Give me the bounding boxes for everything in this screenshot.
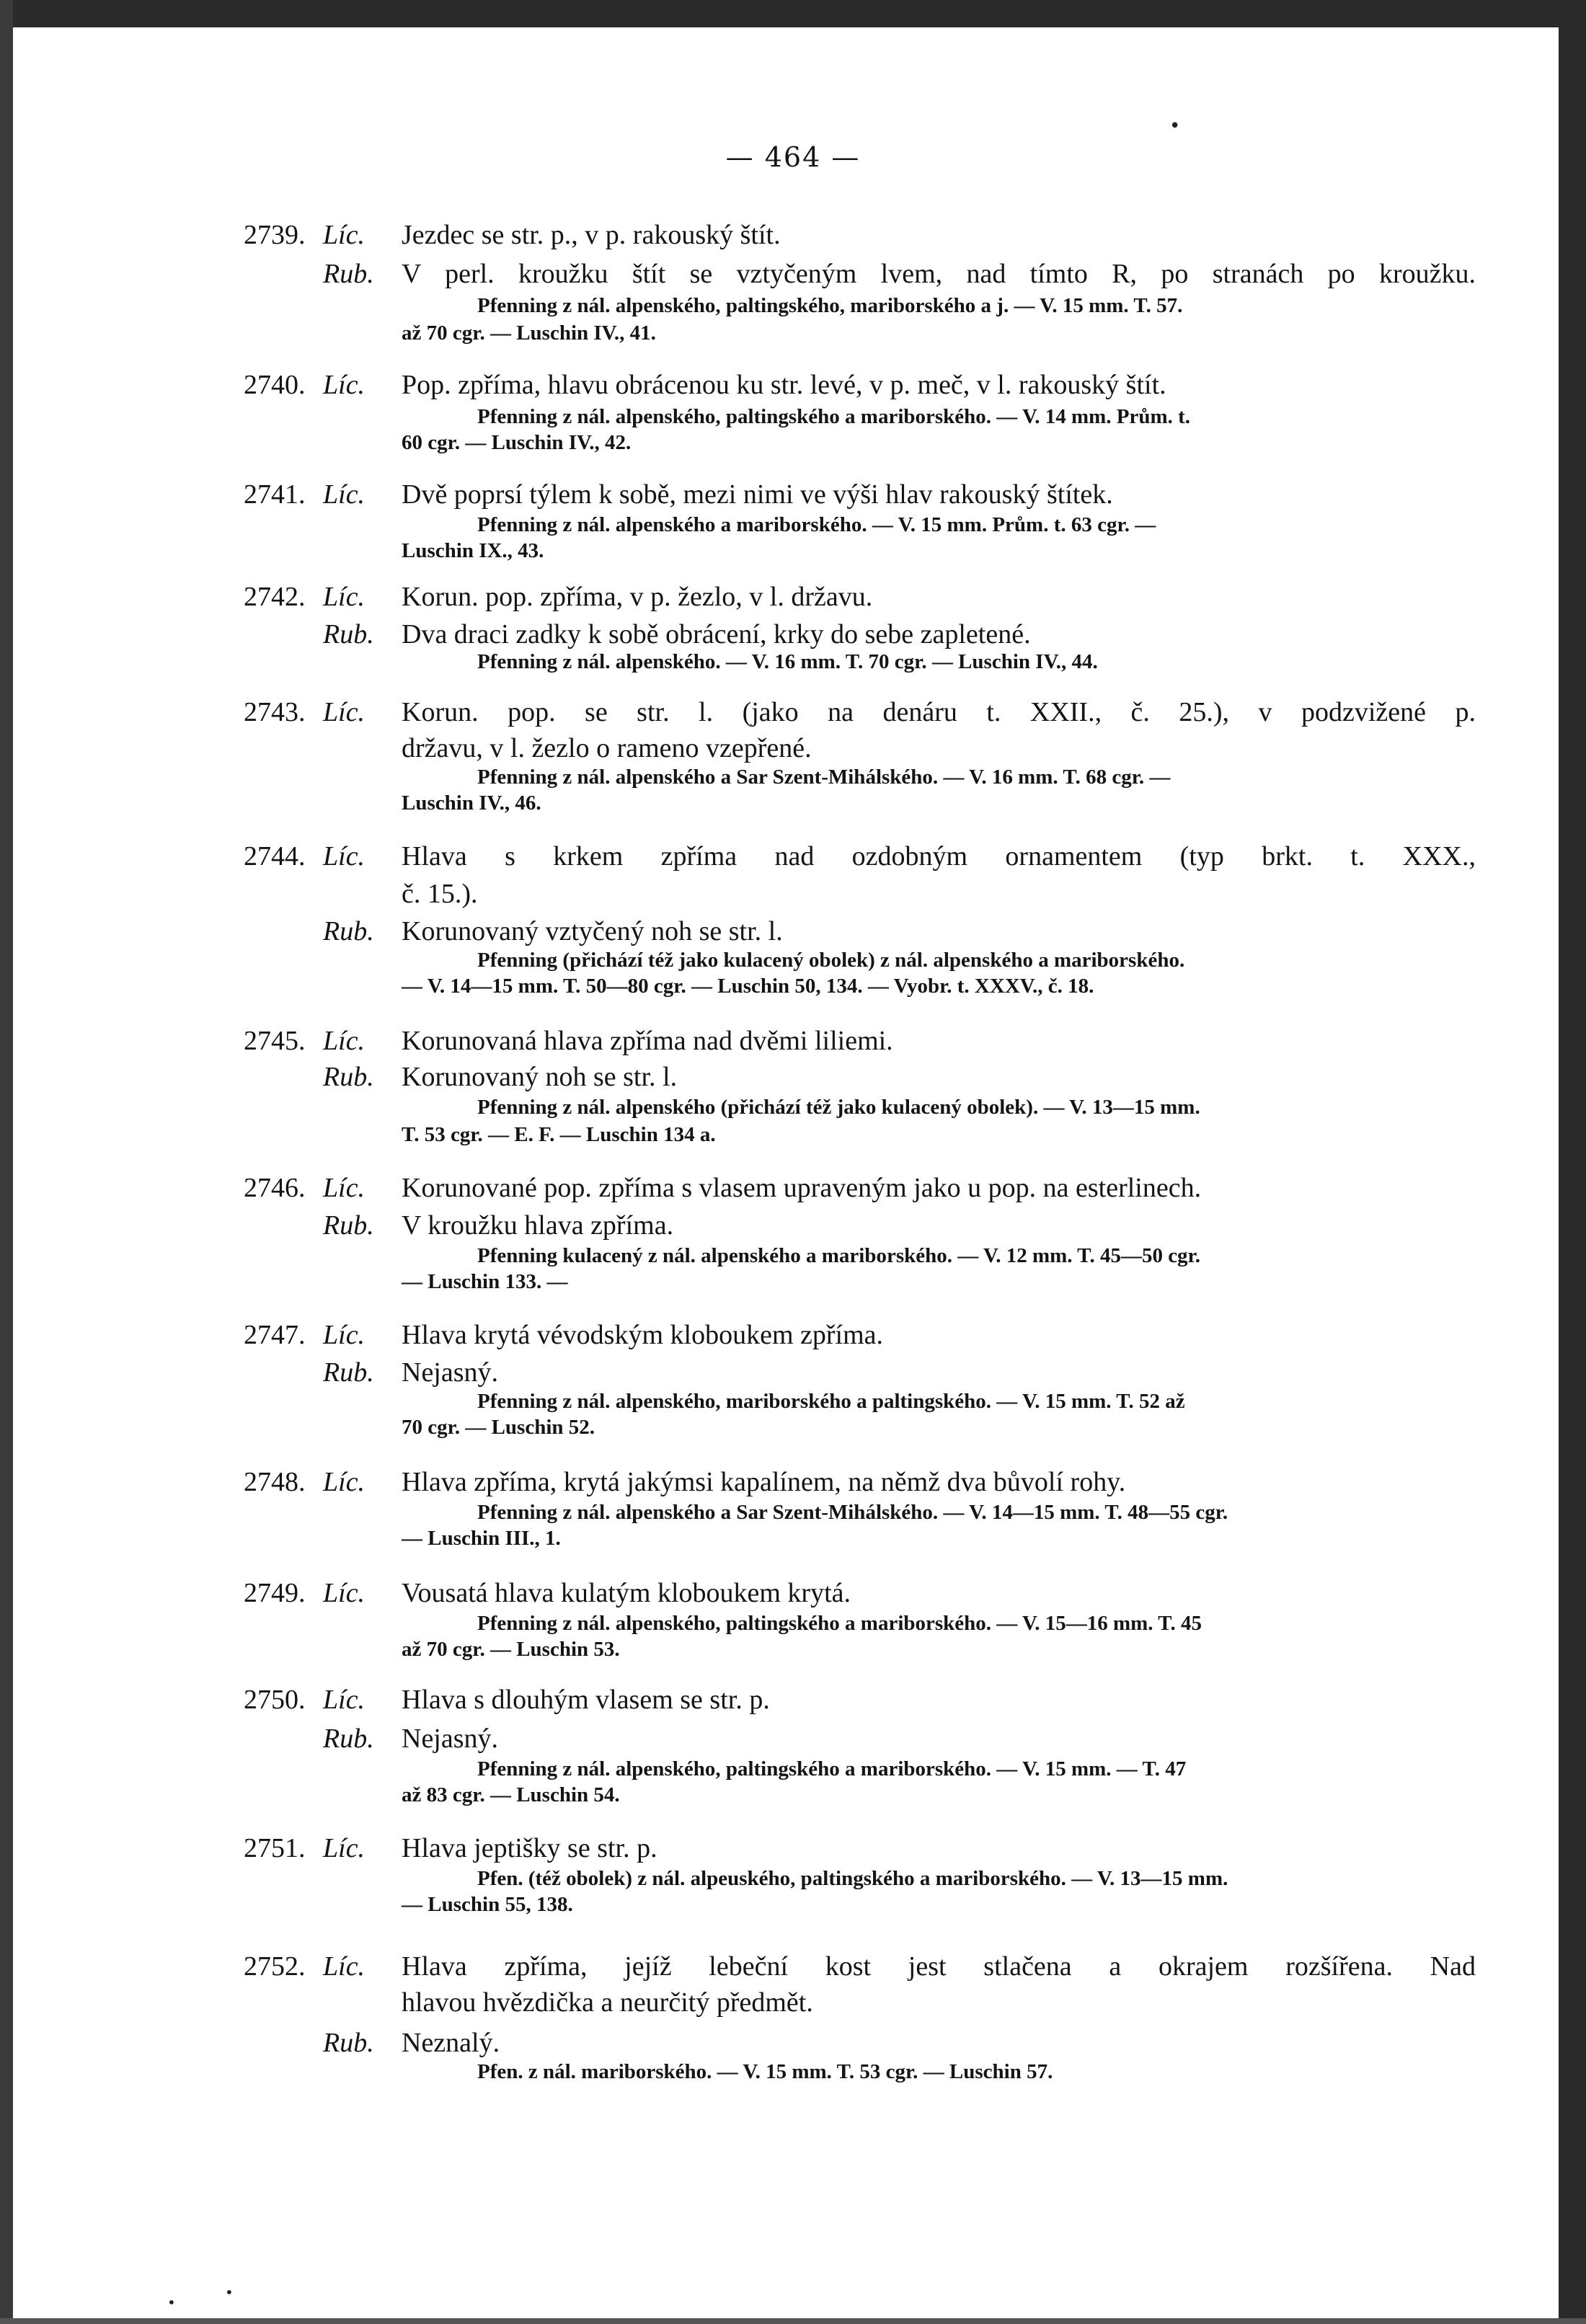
entry-note: Pfenning z nál. alpenského. — V. 16 mm. T. 70 cgr. — Luschin IV., 44. bbox=[477, 650, 1098, 673]
entry-note: Pfenning z nál. alpenského, paltingského, mariborského a j. — V. 15 mm. T. 57. bbox=[477, 294, 1183, 317]
scan-speck: • bbox=[225, 2284, 234, 2301]
entry-note: Pfenning z nál. alpenského a mariborského. — V. 15 mm. Prům. t. 63 cgr. — bbox=[477, 513, 1156, 536]
entry-number: 2743. bbox=[244, 697, 306, 727]
obverse-label: Líc. bbox=[323, 1578, 366, 1608]
obverse-description: Hlava krytá vévodským kloboukem zpříma. bbox=[402, 1320, 884, 1350]
reverse-label: Rub. bbox=[323, 259, 374, 289]
obverse-description: Korun. pop. se str. l. (jako na denáru t. XXII., č. 25.), v podzvižené p. bbox=[402, 697, 1476, 727]
entry-number: 2740. bbox=[244, 370, 306, 400]
obverse-description-cont: državu, v l. žezlo o rameno vzepřené. bbox=[402, 733, 812, 763]
obverse-label: Líc. bbox=[323, 1026, 366, 1056]
reverse-description: Korunovaný vztyčený noh se str. l. bbox=[402, 916, 783, 946]
obverse-description: Korunované pop. zpříma s vlasem upraveným jako u pop. na esterlinech. bbox=[402, 1173, 1202, 1203]
scan-border-bottom bbox=[0, 2318, 1586, 2324]
obverse-description: Korun. pop. zpříma, v p. žezlo, v l. državu. bbox=[402, 582, 873, 612]
scan-border-left bbox=[0, 0, 13, 2324]
entry-note: Pfenning z nál. alpenského a Sar Szent-Mihálského. — V. 14—15 mm. T. 48—55 cgr. bbox=[477, 1501, 1228, 1524]
obverse-description-cont: č. 15.). bbox=[402, 879, 478, 909]
entry-note: Pfen. z nál. mariborského. — V. 15 mm. T. 53 cgr. — Luschin 57. bbox=[477, 2060, 1053, 2083]
obverse-label: Líc. bbox=[323, 370, 366, 400]
entry-number: 2745. bbox=[244, 1026, 306, 1056]
entry-note: — Luschin 133. — bbox=[402, 1270, 568, 1293]
obverse-description: Hlava s krkem zpříma nad ozdobným ornamentem (typ brkt. t. XXX., bbox=[402, 841, 1476, 872]
entry-note: Pfen. (též obolek) z nál. alpeuského, paltingského a mariborského. — V. 13—15 mm. bbox=[477, 1867, 1228, 1890]
entry-note: T. 53 cgr. — E. F. — Luschin 134 a. bbox=[402, 1123, 716, 1146]
entry-note: Pfenning z nál. alpenského, mariborského a paltingského. — V. 15 mm. T. 52 až bbox=[477, 1390, 1185, 1413]
entry-number: 2751. bbox=[244, 1833, 306, 1863]
entry-note: Pfenning z nál. alpenského, paltingského a mariborského. — V. 15 mm. — T. 47 bbox=[477, 1757, 1187, 1780]
reverse-label: Rub. bbox=[323, 1357, 374, 1388]
reverse-description: Neznalý. bbox=[402, 2028, 500, 2058]
entry-note: Pfenning (přichází též jako kulacený obolek) z nál. alpenského a mariborského. bbox=[477, 949, 1185, 972]
obverse-description: Pop. zpříma, hlavu obrácenou ku str. levé, v p. meč, v l. rakouský štít. bbox=[402, 370, 1166, 400]
entry-number: 2748. bbox=[244, 1467, 306, 1497]
entry-note: 60 cgr. — Luschin IV., 42. bbox=[402, 431, 632, 454]
obverse-label: Líc. bbox=[323, 1320, 366, 1350]
obverse-description: Hlava zpříma, krytá jakýmsi kapalínem, na němž dva bůvolí rohy. bbox=[402, 1467, 1126, 1497]
entry-note: Luschin IX., 43. bbox=[402, 539, 544, 562]
reverse-label: Rub. bbox=[323, 1062, 374, 1092]
obverse-description: Korunovaná hlava zpříma nad dvěmi liliemi. bbox=[402, 1026, 893, 1056]
page-number: — 464 — bbox=[725, 141, 861, 173]
reverse-description: V perl. kroužku štít se vztyčeným lvem, nad tímto R, po stranách po kroužku. bbox=[402, 259, 1476, 289]
reverse-description: V kroužku hlava zpříma. bbox=[402, 1210, 674, 1241]
entry-note: — Luschin 55, 138. bbox=[402, 1893, 573, 1916]
obverse-description: Vousatá hlava kulatým kloboukem krytá. bbox=[402, 1578, 851, 1608]
entry-number: 2750. bbox=[244, 1685, 306, 1715]
obverse-description: Dvě poprsí týlem k sobě, mezi nimi ve výši hlav rakouský štítek. bbox=[402, 479, 1113, 510]
reverse-description: Nejasný. bbox=[402, 1357, 499, 1388]
obverse-description: Hlava zpříma, jejíž lebeční kost jest stlačena a okrajem rozšířena. Nad bbox=[402, 1951, 1476, 1982]
reverse-label: Rub. bbox=[323, 1724, 374, 1754]
reverse-description: Nejasný. bbox=[402, 1724, 499, 1754]
reverse-description: Korunovaný noh se str. l. bbox=[402, 1062, 678, 1092]
entry-note: Pfenning z nál. alpenského (přichází též jako kulacený obolek). — V. 13—15 mm. bbox=[477, 1096, 1200, 1119]
obverse-description: Hlava jeptišky se str. p. bbox=[402, 1833, 657, 1863]
obverse-label: Líc. bbox=[323, 1951, 366, 1982]
entry-note: Pfenning kulacený z nál. alpenského a mariborského. — V. 12 mm. T. 45—50 cgr. bbox=[477, 1244, 1201, 1267]
entry-number: 2741. bbox=[244, 479, 306, 510]
entry-number: 2739. bbox=[244, 220, 306, 250]
obverse-label: Líc. bbox=[323, 1685, 366, 1715]
entry-note: — Luschin III., 1. bbox=[402, 1527, 561, 1550]
entry-number: 2746. bbox=[244, 1173, 306, 1203]
reverse-label: Rub. bbox=[323, 2028, 374, 2058]
reverse-label: Rub. bbox=[323, 619, 374, 649]
entry-note: 70 cgr. — Luschin 52. bbox=[402, 1416, 595, 1439]
scan-speck: • bbox=[167, 2294, 176, 2311]
obverse-label: Líc. bbox=[323, 1833, 366, 1863]
reverse-label: Rub. bbox=[323, 916, 374, 946]
entry-note: — V. 14—15 mm. T. 50—80 cgr. — Luschin 50, 134. — Vyobr. t. XXXV., č. 18. bbox=[402, 975, 1094, 998]
entry-number: 2742. bbox=[244, 582, 306, 612]
entry-note: Pfenning z nál. alpenského a Sar Szent-Mihálského. — V. 16 mm. T. 68 cgr. — bbox=[477, 766, 1171, 789]
reverse-label: Rub. bbox=[323, 1210, 374, 1241]
scan-border-top bbox=[0, 0, 1586, 27]
entry-note: Pfenning z nál. alpenského, paltingského a mariborského. — V. 14 mm. Prům. t. bbox=[477, 405, 1191, 428]
obverse-label: Líc. bbox=[323, 479, 366, 510]
reverse-description: Dva draci zadky k sobě obrácení, krky do sebe zapletené. bbox=[402, 619, 1031, 649]
entry-note: Pfenning z nál. alpenského, paltingského a mariborského. — V. 15—16 mm. T. 45 bbox=[477, 1612, 1202, 1635]
obverse-description-cont: hlavou hvězdička a neurčitý předmět. bbox=[402, 1987, 813, 2018]
obverse-label: Líc. bbox=[323, 220, 366, 250]
entry-note: až 70 cgr. — Luschin 53. bbox=[402, 1638, 620, 1661]
obverse-label: Líc. bbox=[323, 697, 366, 727]
obverse-label: Líc. bbox=[323, 582, 366, 612]
entry-note: až 70 cgr. — Luschin IV., 41. bbox=[402, 321, 656, 345]
obverse-description: Hlava s dlouhým vlasem se str. p. bbox=[402, 1685, 770, 1715]
entry-note: Luschin IV., 46. bbox=[402, 791, 541, 815]
entry-number: 2749. bbox=[244, 1578, 306, 1608]
entry-number: 2744. bbox=[244, 841, 306, 872]
obverse-label: Líc. bbox=[323, 841, 366, 872]
entry-note: až 83 cgr. — Luschin 54. bbox=[402, 1783, 620, 1806]
obverse-description: Jezdec se str. p., v p. rakouský štít. bbox=[402, 220, 781, 250]
obverse-label: Líc. bbox=[323, 1173, 366, 1203]
entry-number: 2747. bbox=[244, 1320, 306, 1350]
entry-number: 2752. bbox=[244, 1951, 306, 1982]
scan-speck: • bbox=[1169, 115, 1181, 137]
obverse-label: Líc. bbox=[323, 1467, 366, 1497]
scan-border-right bbox=[1559, 0, 1586, 2324]
